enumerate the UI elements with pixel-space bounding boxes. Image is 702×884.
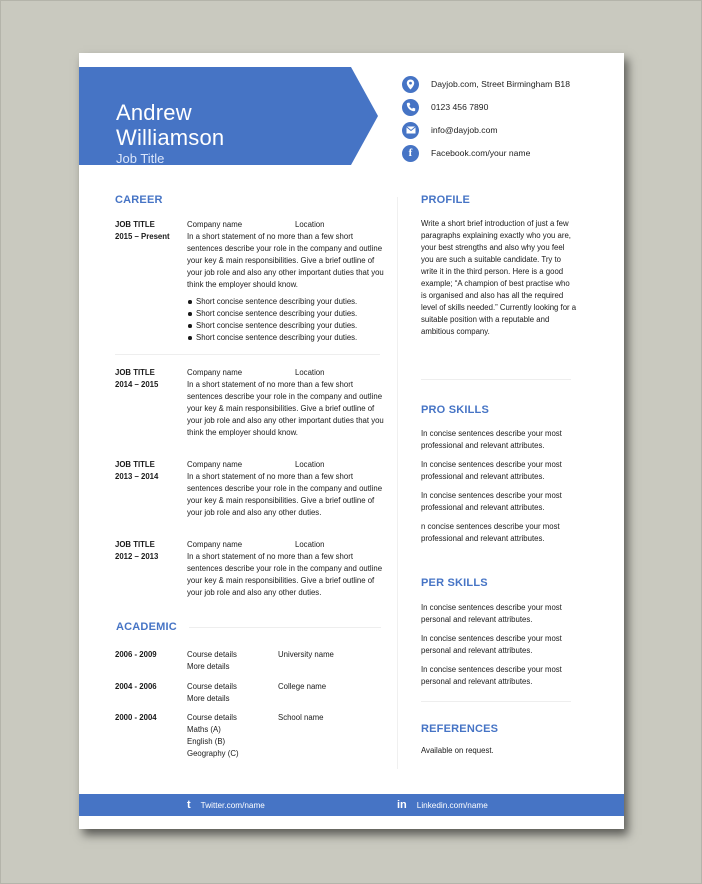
pro-skills-heading: PRO SKILLS: [421, 404, 490, 416]
separator: [421, 379, 571, 380]
profile-heading: PROFILE: [421, 194, 471, 206]
per-skills-list: [421, 602, 581, 695]
references-heading: REFERENCES: [421, 723, 499, 735]
facebook-icon: f: [402, 145, 419, 162]
header-banner: [79, 67, 379, 165]
job-2-meta: JOB TITLE 2014 – 2015: [115, 368, 159, 389]
list-item: In concise sentences describe your most personal and relevant attributes.: [421, 603, 562, 624]
separator: [189, 627, 381, 628]
contact-phone: 0123 456 7890: [402, 97, 488, 117]
footer-twitter: t Twitter.com/name: [187, 799, 265, 811]
career-heading: CAREER: [115, 194, 163, 206]
job-4-details: Company name Location In a short statement of no more than a few short sentences describe your role in the company and outline your key & main responsibilities. Give a brief outline of your job role and also any other duties.: [187, 540, 383, 597]
list-item: Short concise sentence describing your duties.: [187, 308, 387, 320]
job-4-meta: JOB TITLE 2012 – 2013: [115, 540, 159, 561]
job-1-details: Company name Location In a short statement of no more than a few short sentences describe your role in the company and outline your key & main responsibilities. Give a brief outline of your job role and also any other important duties that you think the employer should know. Short concise sentence describing your duties. Short concise sentence describing your duties. Short concise sentence describing your duties. Short concise sentence describing your duties.: [187, 219, 387, 344]
list-item: Short concise sentence describing your duties.: [187, 320, 387, 332]
contact-address: Dayjob.com, Street Birmingham B18: [402, 74, 570, 94]
phone-icon: [402, 99, 419, 116]
footer-linkedin: in Linkedin.com/name: [397, 799, 488, 811]
job-1-duties: [187, 296, 387, 344]
job-2-details: Company name Location In a short statement of no more than a few short sentences describe your role in the company and outline your key & main responsibilities. Give a brief outline of your job role and also any other important duties that you think the employer should know.: [187, 368, 384, 437]
list-item: n concise sentences describe your most professional and relevant attributes.: [421, 522, 560, 543]
contact-email: info@dayjob.com: [402, 120, 498, 140]
job-1-meta: JOB TITLE 2015 – Present: [115, 220, 170, 241]
list-item: Short concise sentence describing your duties.: [187, 332, 387, 344]
academic-heading: ACADEMIC: [116, 621, 177, 633]
pro-skills-list: [421, 428, 581, 552]
references-text: Available on request.: [421, 746, 494, 755]
contact-facebook: f Facebook.com/your name: [402, 143, 530, 163]
email-icon: [402, 122, 419, 139]
linkedin-icon: in: [397, 799, 407, 811]
separator: [421, 701, 571, 702]
list-item: In concise sentences describe your most personal and relevant attributes.: [421, 665, 562, 686]
footer-bar: [79, 794, 624, 816]
list-item: In concise sentences describe your most professional and relevant attributes.: [421, 491, 562, 512]
job-title: Job Title: [116, 151, 165, 166]
list-item: In concise sentences describe your most professional and relevant attributes.: [421, 429, 562, 450]
per-skills-heading: PER SKILLS: [421, 577, 488, 589]
first-name: Andrew: [116, 100, 192, 125]
list-item: Short concise sentence describing your duties.: [187, 296, 387, 308]
separator: [115, 354, 380, 355]
column-divider: [397, 197, 398, 769]
twitter-icon: t: [187, 799, 191, 811]
job-3-meta: JOB TITLE 2013 – 2014: [115, 460, 159, 481]
cv-page: Andrew Williamson Job Title Dayjob.com, Street Birmingham B18 0123 456 7890 info@dayjob.com f Facebook.com/your name CAREER JOB TITLE 2015 – Present Company name Location In a short statement of no more than a few short sentences describe your role in the company and outline your key & main responsibilities. Give a brief outline of your job role and also any other important duties that you think the employer should know. Short concise sentence describing your duties. Short concise sentence describing your duties. Short concise sentence describing your duties. Short concise sentence describing your duties. JOB TITLE 2014 – 2015 Company name Location In a short statement of no more than a few short sentences describe your role in the company and outline your key & main responsibilities. Give a brief outline of your job role and also any other important duties that you think the employer should know. JOB TITLE 2013 – 2014 Company name Location In a short statement of no more than a few short sentences describe your role in the company and outline your key & main responsibilities. Give a brief outline of your job role and also any other duties. JOB TITLE 2012 – 2013 Company name Location In a short statement of no more than a few short sentences describe your role in the company and outline your key & main responsibilities. Give a brief outline of your job role and also any other duties. ACADEMIC 2006 - 2009 Course details More details University name 2004 - 2006 Course details More details College name 2000 - 2004 Course details Maths (A) English (B) Geography (C) School name PROFILE Write a short brief introduction of just a few paragraphs explaining exactly who you are, your best strengths and also why you feel you are such a suitable candidate. Try to write it in the third person. Here is a good example; “A champion of best practise who is organised and also has all the required level of skills needed.” Currently looking for a suitable position with a reputable and ambitious company. PRO SKILLS In concise sentences describe your most professional and relevant attributes. In concise sentences describe your most professional and relevant attributes. In concise sentences describe your most professional and relevant attributes. n concise sentences describe your most professional and relevant attributes. PER SKILLS In concise sentences describe your most personal and relevant attributes. In concise sentences describe your most personal and relevant attributes. In concise sentences describe your most personal and relevant attributes. REFERENCES Available on request. t Twitter.com/name in Linkedin.com/name: [79, 53, 624, 829]
list-item: In concise sentences describe your most personal and relevant attributes.: [421, 634, 562, 655]
list-item: In concise sentences describe your most professional and relevant attributes.: [421, 460, 562, 481]
job-3-details: Company name Location In a short statement of no more than a few short sentences describe your role in the company and outline your key & main responsibilities. Give a brief outline of your job role and also any other duties.: [187, 460, 383, 517]
last-name: Williamson: [116, 125, 225, 150]
location-pin-icon: [402, 76, 419, 93]
profile-text: Write a short brief introduction of just a few paragraphs explaining exactly who you are, your best strengths and also why you feel you are such a suitable candidate. Try to write it in the third person. Here is a good example; “A champion of best practise who is organised and also has all the required level of skills needed.” Currently looking for a suitable position with a reputable and ambitious company.: [421, 219, 577, 336]
